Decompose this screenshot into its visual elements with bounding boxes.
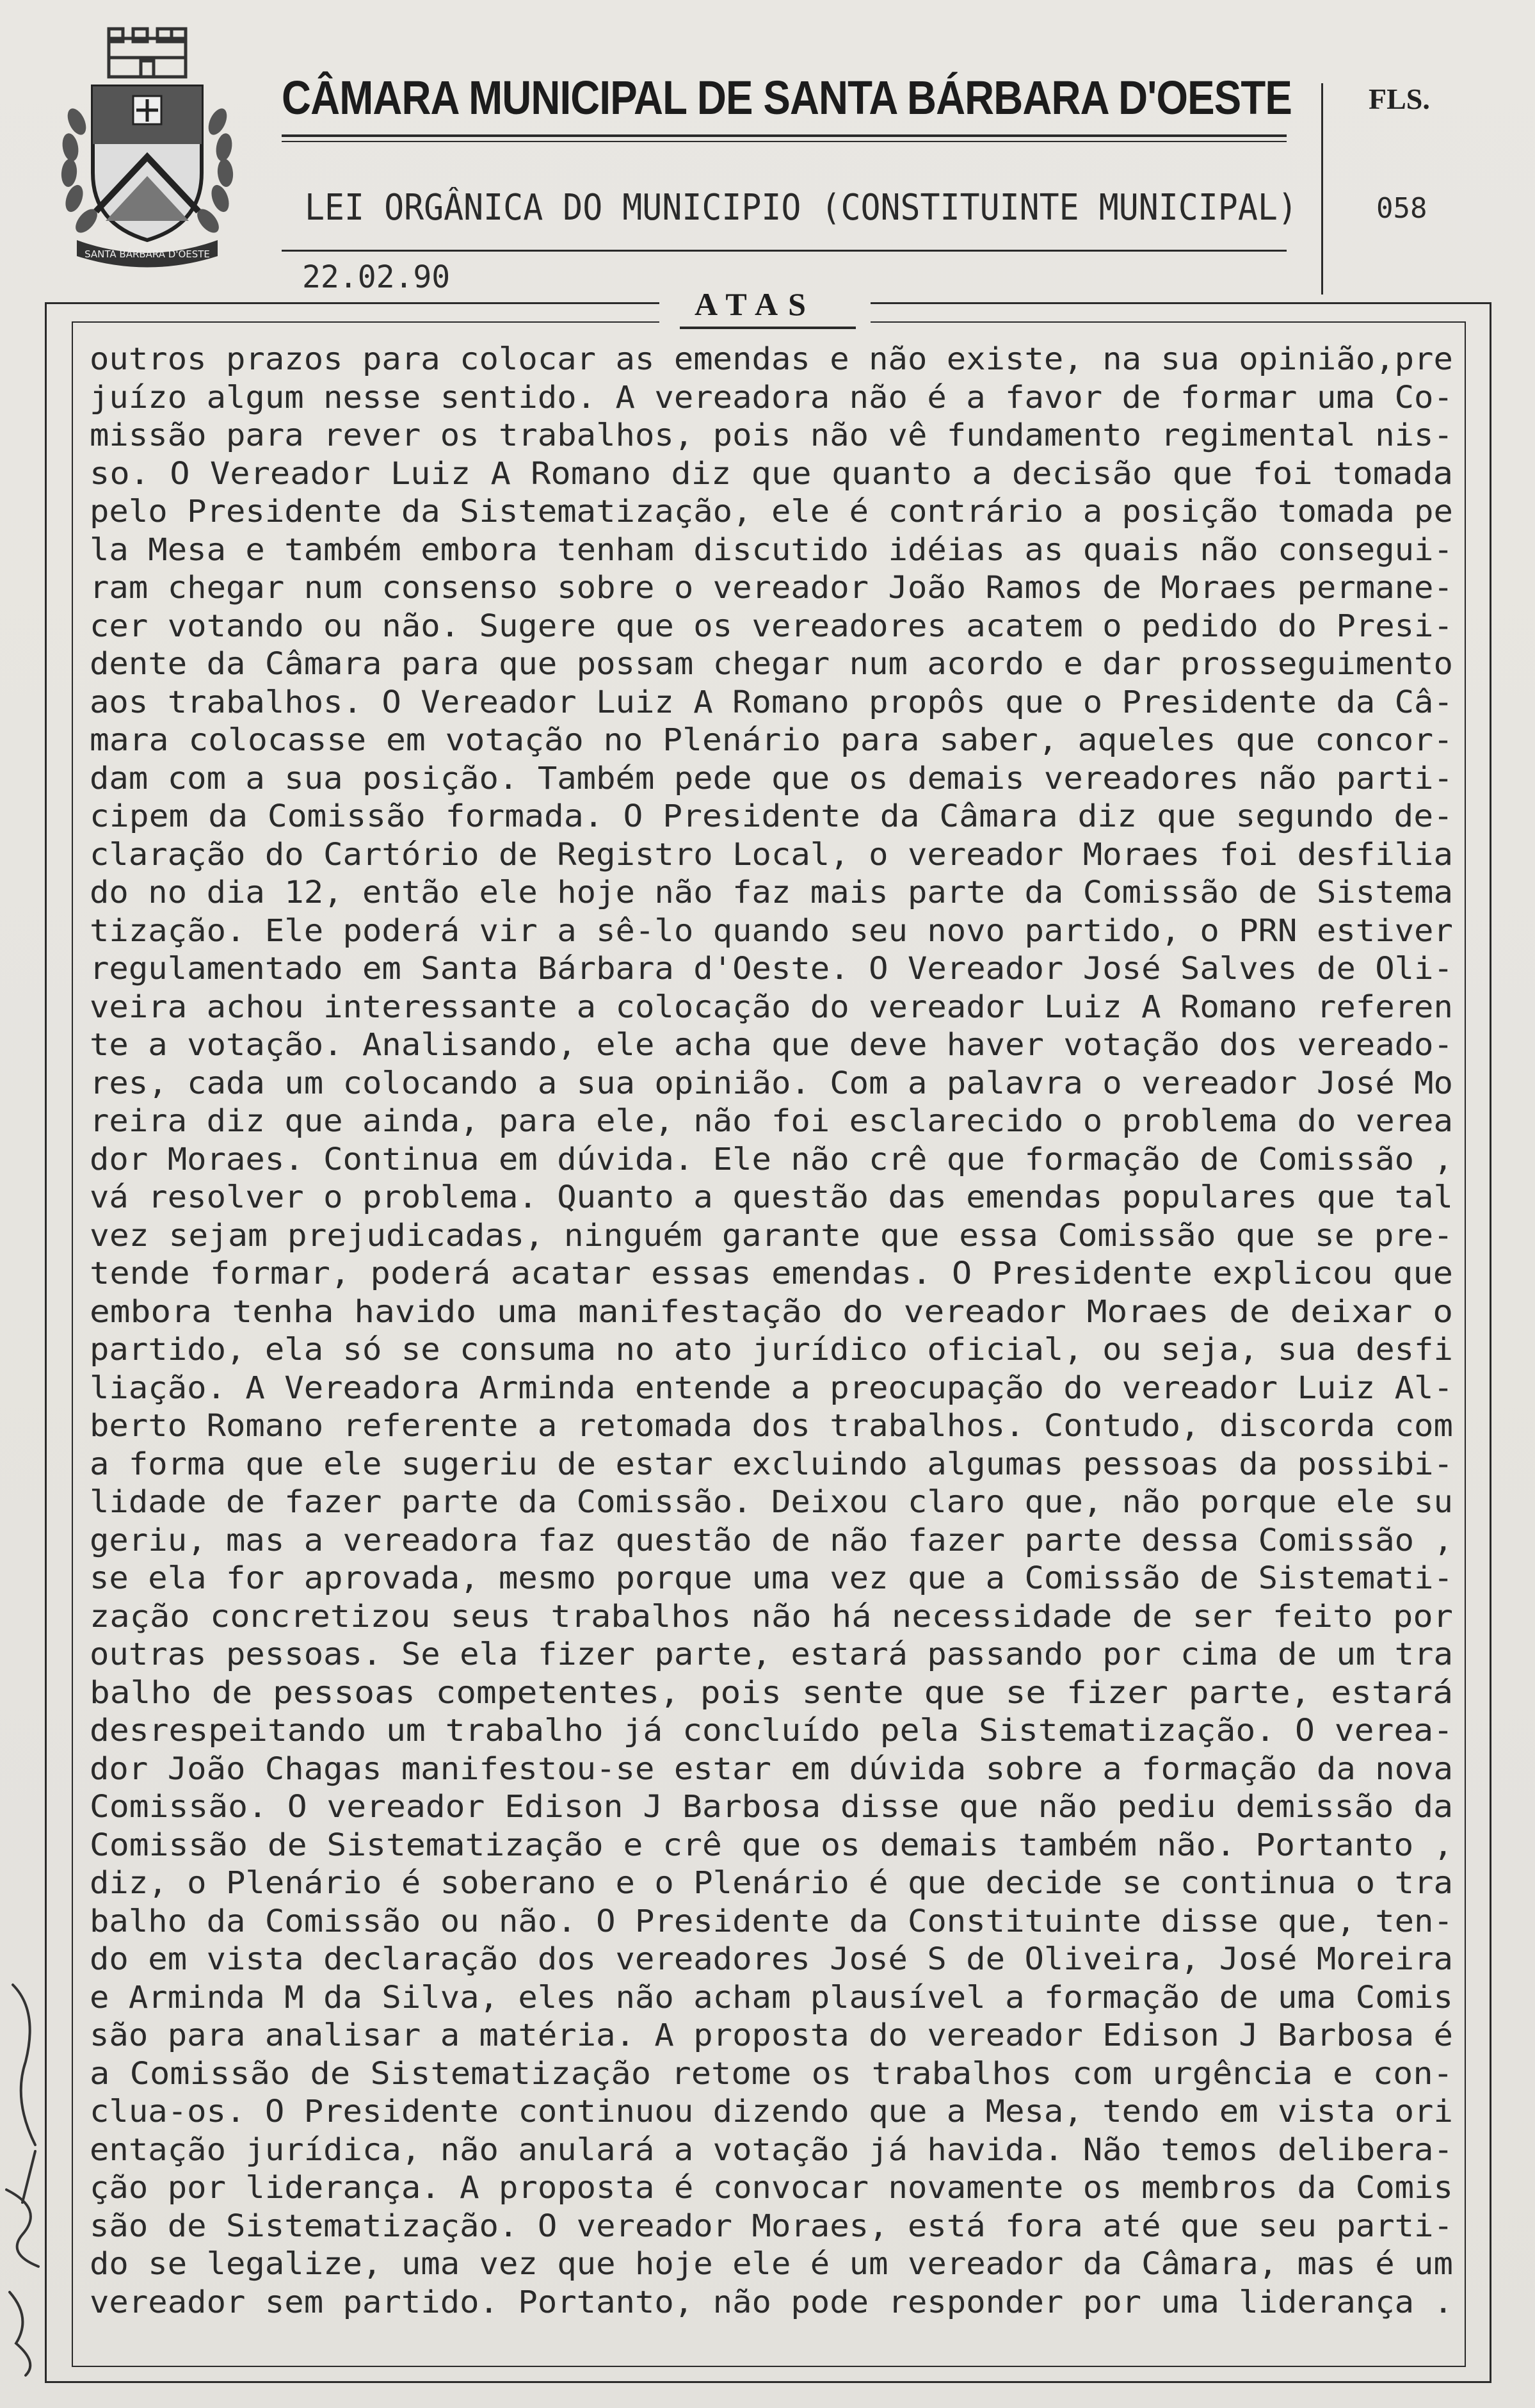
folio-label: FLS.: [1369, 83, 1430, 115]
text-line: a Comissão de Sistematização retome os trabalhos com urgência e con-: [90, 2055, 1453, 2092]
section-label: ATAS: [695, 286, 816, 322]
title-underline: [282, 134, 1287, 137]
text-line: vá resolver o problema. Quanto a questão das emendas populares que tal: [90, 1179, 1453, 1215]
text-line: vereador sem partido. Portanto, não pode responder por uma liderança .: [90, 2284, 1453, 2320]
crest-motto: SANTA BÁRBARA D'OESTE: [84, 248, 210, 260]
text-line: desrespeitando um trabalho já concluído pela Sistematização. O verea-: [90, 1713, 1453, 1749]
text-line: e Arminda M da Silva, eles não acham plausível a formação de uma Comis: [90, 1979, 1453, 2016]
title-underline-thin: [282, 141, 1287, 142]
text-line: dente da Câmara para que possam chegar num acordo e dar prosseguimento: [90, 646, 1453, 682]
text-line: geriu, mas a vereadora faz questão de não fazer parte dessa Comissão ,: [90, 1522, 1453, 1558]
text-line: cipem da Comissão formada. O Presidente da Câmara diz que segundo de-: [90, 798, 1453, 834]
header-divider: [1321, 83, 1323, 295]
text-line: embora tenha havido uma manifestação do vereador Moraes de deixar o: [90, 1293, 1454, 1330]
minutes-text: [90, 341, 1459, 2322]
text-line: aos trabalhos. O Vereador Luiz A Romano propôs que o Presidente da Câ-: [90, 684, 1453, 720]
text-line: lidade de fazer parte da Comissão. Deixou claro que, não porque ele su: [90, 1484, 1453, 1520]
text-line: tende formar, poderá acatar essas emendas. O Presidente explicou que: [90, 1256, 1453, 1291]
text-line: cer votando ou não. Sugere que os vereadores acatem o pedido do Presi-: [90, 608, 1453, 644]
text-line: ção por liderança. A proposta é convocar novamente os membros da Comis: [90, 2170, 1453, 2206]
text-line: entação jurídica, não anulará a votação já havida. Não temos delibera-: [90, 2131, 1453, 2168]
text-line: liação. A Vereadora Arminda entende a preocupação do vereador Luiz Al-: [90, 1370, 1453, 1406]
text-line: se ela for aprovada, mesmo porque uma vez que a Comissão de Sistemati-: [90, 1560, 1453, 1596]
text-line: zação concretizou seus trabalhos não há necessidade de ser feito por: [90, 1598, 1453, 1635]
document-date: 22.02.90: [302, 259, 451, 295]
text-line: outras pessoas. Se ela fizer parte, estará passando por cima de um tra: [90, 1636, 1453, 1672]
page-title: CÂMARA MUNICIPAL DE SANTA BÁRBARA D'OESTE: [282, 71, 1292, 124]
text-line: regulamentado em Santa Bárbara d'Oeste. O Vereador José Salves de Oli-: [90, 951, 1453, 987]
text-line: pelo Presidente da Sistematização, ele é contrário a posição tomada pe: [90, 494, 1453, 529]
text-line: so. O Vereador Luiz A Romano diz que quanto a decisão que foi tomada: [90, 455, 1453, 492]
text-line: partido, ela só se consuma no ato jurídico oficial, ou seja, sua desfi: [90, 1332, 1453, 1368]
municipal-crest-icon: [51, 26, 243, 269]
text-line: do em vista declaração dos vereadores José S de Oliveira, José Moreira: [90, 1941, 1453, 1977]
text-line: veira achou interessante a colocação do vereador Luiz A Romano referen: [90, 989, 1453, 1025]
text-line: clua-os. O Presidente continuou dizendo que a Mesa, tendo em vista ori: [90, 2094, 1453, 2129]
text-line: são para analisar a matéria. A proposta do vereador Edison J Barbosa é: [90, 2017, 1453, 2053]
text-line: reira diz que ainda, para ele, não foi esclarecido o problema do verea: [90, 1103, 1453, 1139]
text-line: são de Sistematização. O vereador Moraes, está fora até que seu parti-: [90, 2208, 1453, 2244]
text-line: juízo algum nesse sentido. A vereadora não é a favor de formar uma Co-: [90, 379, 1453, 416]
text-line: missão para rever os trabalhos, pois não vê fundamento regimental nis-: [90, 417, 1453, 453]
handwritten-signature: [0, 1934, 58, 2382]
text-line: balho da Comissão ou não. O Presidente da Constituinte disse que, ten-: [90, 1903, 1453, 1939]
text-line: do no dia 12, então ele hoje não faz mais parte da Comissão de Sistema: [90, 875, 1453, 910]
text-line: balho de pessoas competentes, pois sente que se fizer parte, estará: [90, 1674, 1454, 1711]
text-line: la Mesa e também embora tenham discutido idéias as quais não consegui-: [90, 531, 1453, 568]
page-subtitle: LEI ORGÂNICA DO MUNICIPIO (CONSTITUINTE MUNICIPAL): [305, 187, 1298, 229]
text-line: mara colocasse em votação no Plenário para saber, aqueles que concor-: [90, 722, 1453, 758]
text-line: Comissão. O vereador Edison J Barbosa disse que não pediu demissão da: [90, 1789, 1453, 1825]
text-line: dor João Chagas manifestou-se estar em dúvida sobre a formação da nova: [90, 1750, 1453, 1787]
text-line: Comissão de Sistematização e crê que os demais também não. Portanto ,: [90, 1827, 1453, 1863]
text-line: a forma que ele sugeriu de estar excluindo algumas pessoas da possibi-: [90, 1446, 1453, 1482]
text-line: vez sejam prejudicadas, ninguém garante que essa Comissão que se pre-: [90, 1217, 1453, 1254]
text-line: claração do Cartório de Registro Local, o vereador Moraes foi desfilia: [90, 836, 1453, 873]
text-line: dor Moraes. Continua em dúvida. Ele não crê que formação de Comissão ,: [90, 1141, 1453, 1177]
text-line: te a votação. Analisando, ele acha que deve haver votação dos vereado-: [90, 1027, 1453, 1063]
text-line: dam com a sua posição. Também pede que os demais vereadores não parti-: [90, 760, 1453, 796]
text-line: diz, o Plenário é soberano e o Plenário é que decide se continua o tra: [90, 1865, 1453, 1901]
text-line: tização. Ele poderá vir a sê-lo quando seu novo partido, o PRN estiver: [90, 912, 1453, 949]
subtitle-underline: [282, 250, 1287, 252]
folio-number: 058: [1376, 192, 1427, 225]
text-line: do se legalize, uma vez que hoje ele é um vereador da Câmara, mas é um: [90, 2246, 1453, 2282]
text-line: outros prazos para colocar as emendas e não existe, na sua opinião,pre: [90, 341, 1453, 377]
text-line: berto Romano referente a retomada dos trabalhos. Contudo, discorda com: [90, 1408, 1453, 1444]
text-line: ram chegar num consenso sobre o vereador João Ramos de Moraes permane-: [90, 570, 1453, 606]
text-line: res, cada um colocando a sua opinião. Com a palavra o vereador José Mo: [90, 1065, 1453, 1101]
